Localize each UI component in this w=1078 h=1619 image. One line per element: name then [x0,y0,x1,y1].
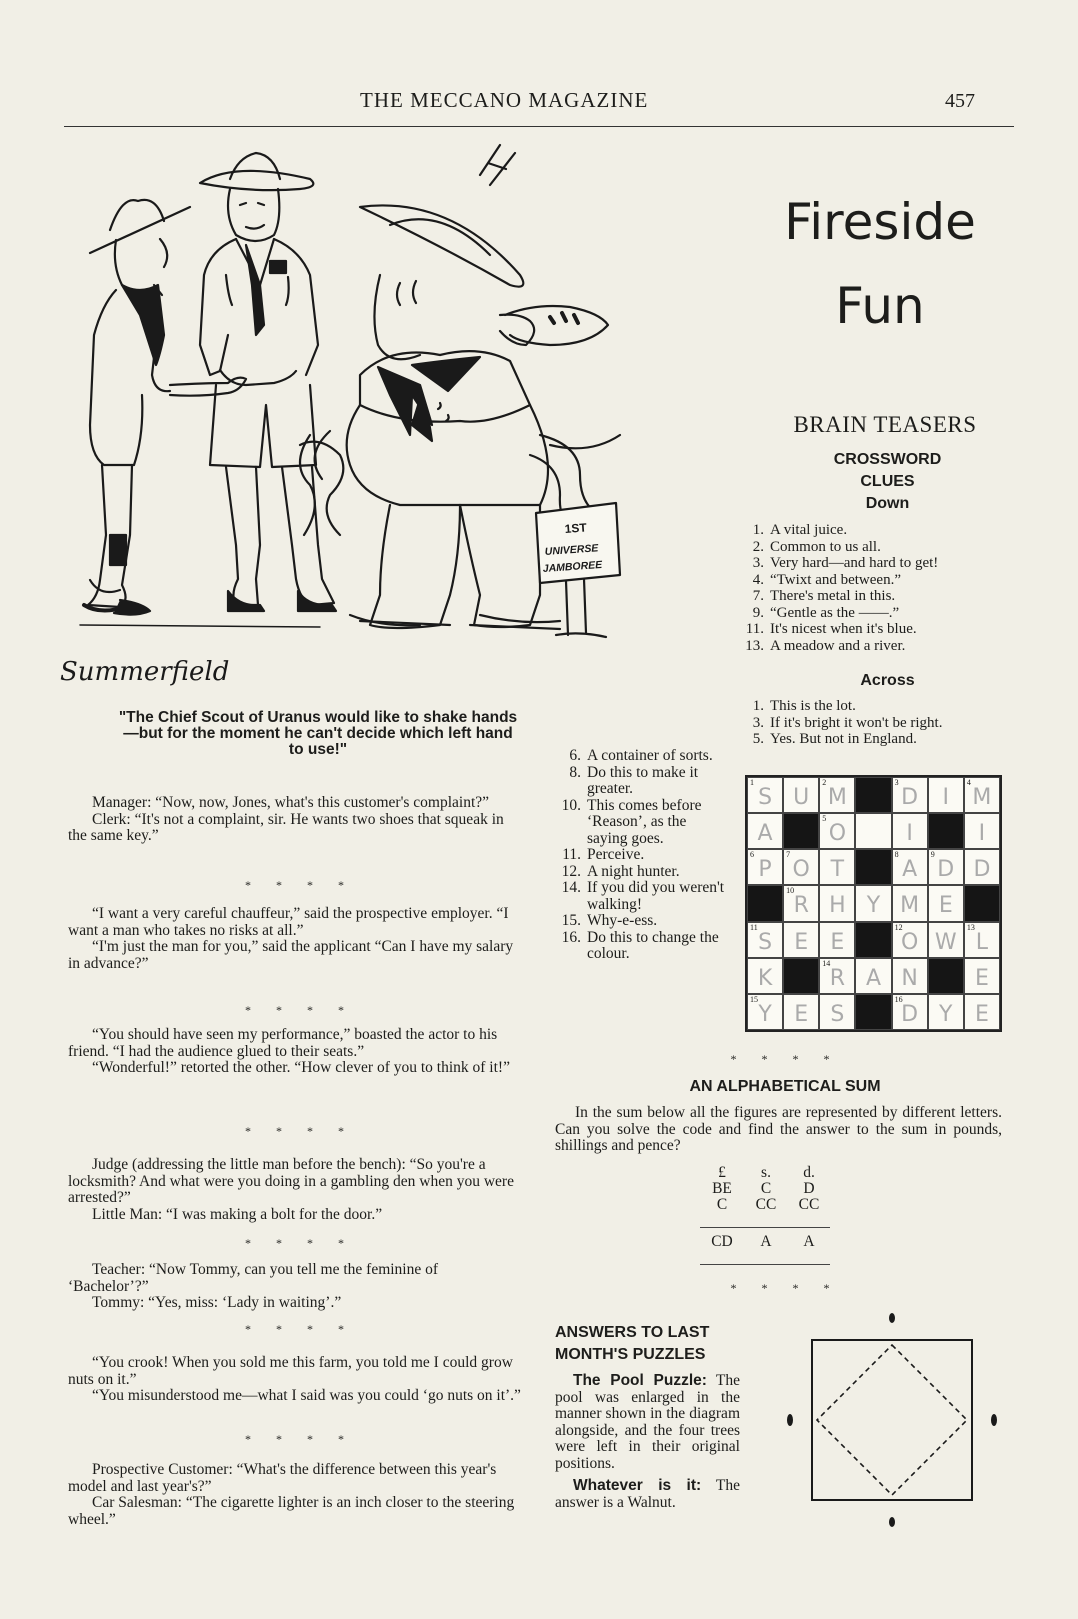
clue-down-3: 3. Very hard—and hard to get! [752,555,939,571]
crossword-cell-letter: A [865,965,882,991]
separator-stars: * * * * [245,878,344,892]
crossword-cell-letter: M [972,785,992,810]
feature-title [775,180,985,348]
sum-rule [700,1264,830,1265]
crossword-clues-heading: CLUES [860,473,915,490]
crossword-cell [964,922,1000,958]
crossword-cell [964,958,1000,994]
sum-rule [700,1227,830,1228]
crossword-cell-letter: I [906,821,913,847]
answers-heading: ANSWERS TO LAST MONTH'S PUZZLES [555,1324,710,1363]
crossword-cell-letter: I [942,785,950,810]
clue-across-8: 8. Do this to make it greater. [569,763,699,797]
cartoon-caption: "The Chief Scout of Uranus would like to shake hands—but for the moment he can't decide which left hand to use!" [118,709,518,758]
joke-4 [68,1157,521,1223]
crossword-cell-letter: O [792,857,810,883]
crossword-cell-number: 5 [822,814,827,824]
crossword-cell-letter: E [794,1001,809,1027]
crossword-cell [783,777,819,813]
crossword-cell [819,922,855,958]
crossword-cell [892,994,928,1030]
sum-row-1: BE C D [712,1180,815,1197]
crossword-cell-letter: R [793,893,809,919]
crossword-cell-letter: N [901,965,918,991]
crossword-cell-letter: L [975,929,989,955]
crossword-cell [783,922,819,958]
page-number: 457 [945,90,975,112]
crossword-cell-letter: Y [939,1001,953,1027]
clue-across-16: 16. Do this to change the colour. [561,928,719,962]
crossword-cell-number: 9 [930,850,935,860]
clue-across-6: 6. A container of sorts. [569,747,713,764]
crossword-cell-letter: D [973,857,991,883]
feature-title-line1: Fireside [784,193,976,251]
crossword-cell [819,777,855,813]
joke-line: “I want a very careful chauffeur,” said the prospective employer. “I want a man who takes no risks at all.” [68,905,509,939]
crossword-cell-letter: A [902,857,918,883]
crossword-cell [819,994,855,1030]
crossword-cell-letter: R [829,965,845,991]
crossword-cell [928,849,964,885]
clue-down-2: 2. Common to us all. [752,538,881,555]
crossword-black-cell [964,885,1000,921]
magazine-title: THE MECCANO MAGAZINE [360,88,649,112]
sign-text-line2: UNIVERSE [544,542,599,558]
pool-puzzle-diagram [780,1305,1010,1535]
crossword-cell-letter: D [901,1001,919,1027]
separator-stars: * * * * [730,1281,830,1295]
crossword-cell-letter: M [900,893,920,919]
crossword-cell-number: 10 [786,886,795,896]
crossword-cell [855,813,891,849]
joke-6 [68,1355,521,1405]
crossword-cell [783,849,819,885]
crossword-cell [964,813,1000,849]
crossword-cell-number: 1 [750,778,754,787]
across-clues-continued [555,748,725,963]
crossword-cell-letter: E [938,893,953,919]
joke-3 [68,1027,521,1077]
crossword-cell-letter: K [757,965,773,991]
cartoonist-signature: Summerfield [60,657,230,687]
joke-line: “You misunderstood me—what I said was you could ‘go nuts on it’.” [92,1387,521,1404]
whatever-is-it-answer: Whatever is it: The answer is a Walnut. [555,1477,740,1511]
sign-text-line3: JAMBOREE [542,558,603,575]
crossword-cell [892,922,928,958]
crossword-cell-letter: W [934,929,957,955]
clue-down-7: 7. There's metal in this. [752,588,896,604]
crossword-cell-number: 13 [966,922,975,932]
tree-dot [889,1313,895,1323]
crossword-heading: CROSSWORD [833,451,942,468]
crossword-cell [783,885,819,921]
crossword-black-cell [747,885,783,921]
crossword-cell [819,885,855,921]
crossword-cell-number: 16 [894,994,903,1004]
crossword-cell-number: 14 [822,958,831,968]
joke-2 [68,906,521,972]
brain-teasers-heading: BRAIN TEASERS [793,412,977,437]
crossword-cell [964,994,1000,1030]
separator-stars: * * * * [245,1236,344,1250]
joke-5 [68,1262,521,1312]
alphabetical-sum-text: In the sum below all the figures are represented by different letters. Can you solve the code and find the answer to the sum in pounds, shillings and pence? [555,1104,1002,1154]
crossword-cell-number: 6 [750,850,754,860]
separator-stars: * * * * [245,1432,344,1446]
clue-across-11: 11. Perceive. [562,846,645,863]
separator-stars: * * * * [245,1322,344,1336]
clue-across-10: 10. This comes before ‘Reason’, as the saying goes. [561,796,702,847]
sum-total: CD A A [711,1233,815,1250]
clue-down-9: 9. “Gentle as the ——.” [752,604,900,621]
separator-stars: * * * * [730,1052,830,1066]
tree-dot [991,1414,997,1426]
crossword-cell [747,994,783,1030]
separator-stars: * * * * [245,1124,344,1138]
crossword-cell [747,958,783,994]
joke-line: Car Salesman: “The cigarette lighter is an inch closer to the steering wheel.” [68,1494,515,1528]
joke-line: Tommy: “Yes, miss: ‘Lady in waiting’.” [92,1294,342,1311]
scout-left-figure [84,200,246,615]
joke-line: Clerk: “It's not a complaint, sir. He wants two shoes that squeak in the same key.” [68,810,504,844]
crossword-cell-letter: O [900,929,919,955]
crossword-black-cell [928,958,964,994]
tree-dot [787,1414,793,1426]
crossword-cell [892,849,928,885]
crossword-cell-number: 4 [966,778,971,787]
crossword-cell [928,994,964,1030]
clue-across-12: 12. A night hunter. [561,862,680,880]
crossword-cell-number: 11 [750,922,758,932]
across-clues [738,698,1028,748]
crossword-cell [747,922,783,958]
crossword-cell-letter: E [830,929,845,955]
crossword-cell [928,777,964,813]
crossword-cell [928,885,964,921]
crossword-cell [892,885,928,921]
joke-line: “You should have seen my performance,” boasted the actor to his friend. “I had the audience glued to their seats.” [68,1026,498,1060]
crossword-cell-number: 12 [894,922,903,932]
crossword-cell-letter: M [827,785,847,810]
joke-1 [68,795,521,845]
sign-text-line1: 1ST [564,520,588,536]
crossword-cell [783,994,819,1030]
down-heading: Down [865,495,910,512]
tree-dot [889,1517,895,1527]
alphabetical-sum-heading: AN ALPHABETICAL SUM [689,1078,881,1095]
crossword-cell-number: 15 [750,994,758,1004]
joke-line: Little Man: “I was making a bolt for the door.” [92,1205,383,1223]
header-rule [64,126,1014,127]
crossword-cell [892,813,928,849]
separator-stars: * * * * [245,1003,344,1017]
crossword-cell [892,777,928,813]
crossword-black-cell [855,994,891,1030]
crossword-cell-letter: Y [866,893,881,919]
crossword-cell-letter: S [758,929,773,955]
clue-down-11: 11. It's nicest when it's blue. [745,621,917,637]
clue-down-4: 4. “Twixt and between.” [752,571,901,588]
joke-line: Teacher: “Now Tommy, can you tell me the feminine of ‘Bachelor’?” [68,1261,439,1295]
joke-line: “Wonderful!” retorted the other. “How clever of you to think of it!” [92,1059,510,1076]
crossword-cell [964,777,1000,813]
joke-7 [68,1462,521,1528]
crossword-cell [855,958,891,994]
crossword-black-cell [928,813,964,849]
crossword-cell-letter: E [794,929,809,955]
crossword-cell-letter: Y [758,1001,772,1027]
crossword-black-cell [783,958,819,994]
joke-line: “You crook! When you sold me this farm, you told me I could grow nuts on it.” [68,1354,513,1388]
crossword-cell [928,922,964,958]
down-clues [738,522,1028,654]
crossword-black-cell [855,777,891,813]
crossword-cell-letter: U [793,785,810,810]
clue-across-15: 15. Why-e-ess. [561,912,658,929]
crossword-cell-letter: I [978,821,986,847]
crossword-cell-number: 3 [894,778,899,787]
crossword-cell-letter: D [937,857,955,883]
across-heading: Across [860,672,915,689]
crossword-black-cell [855,922,891,958]
crossword-cell [747,777,783,813]
joke-line: “I'm just the man for you,” said the applicant “Can I have my salary in advance?” [68,938,514,972]
crossword-cell-letter: E [974,965,989,991]
cartoon-illustration [60,135,650,695]
sum-column-headings: £ s. d. [718,1164,815,1181]
clue-down-1: 1. A vital juice. [752,522,848,538]
clue-down-13: 13. A meadow and a river. [745,637,906,654]
crossword-cell-letter: E [974,1001,989,1027]
clue-across-1: 1. This is the lot. [752,698,856,714]
answers-text [555,1373,740,1517]
clue-across-5: 5. Yes. But not in England. [752,731,917,747]
crossword-cell [747,813,783,849]
feature-title-line2: Fun [835,277,925,335]
crossword-cell-letter: T [830,857,845,883]
crossword-cell-letter: S [830,1001,845,1027]
crossword-cell-letter: H [829,893,846,919]
crossword-black-cell [783,813,819,849]
crossword-cell [819,958,855,994]
crossword-cell [819,849,855,885]
crossword-cell-letter: O [828,821,847,847]
crossword-cell-letter: P [758,857,772,883]
clue-across-14: 14. If you did you weren't walking! [561,879,725,913]
crossword-cell-number: 8 [894,850,899,860]
joke-line: Judge (addressing the little man before the bench): “So you're a locksmith? And what were you doing in a gambling den when you were arrested?” [68,1156,514,1206]
crossword-cell [892,958,928,994]
crossword-cell-letter: D [901,785,919,810]
pool-puzzle-answer: The Pool Puzzle: The pool was enlarged in the manner shown in the diagram alongside, and the four trees were left in their original positions. [555,1372,740,1472]
crossword-cell [855,885,891,921]
joke-line: Manager: “Now, now, Jones, what's this customer's complaint?” [92,794,490,811]
crossword-black-cell [855,849,891,885]
jamboree-sign [536,503,620,637]
clue-across-3: 3. If it's bright it won't be right. [752,714,943,731]
crossword-grid [745,775,1002,1032]
crossword-cell-number: 2 [822,778,827,787]
crossword-cell [747,849,783,885]
alphabetical-sum-figure [700,1165,830,1265]
crossword-cell [964,849,1000,885]
crossword-cell-letter: S [758,785,773,810]
joke-line: Prospective Customer: “What's the difference between this year's model and last year's?” [68,1461,497,1495]
crossword-cell [819,813,855,849]
crossword-cell-number: 7 [786,850,791,860]
crossword-cell-letter: A [757,821,773,847]
sum-row-2: C CC CC [716,1196,820,1213]
